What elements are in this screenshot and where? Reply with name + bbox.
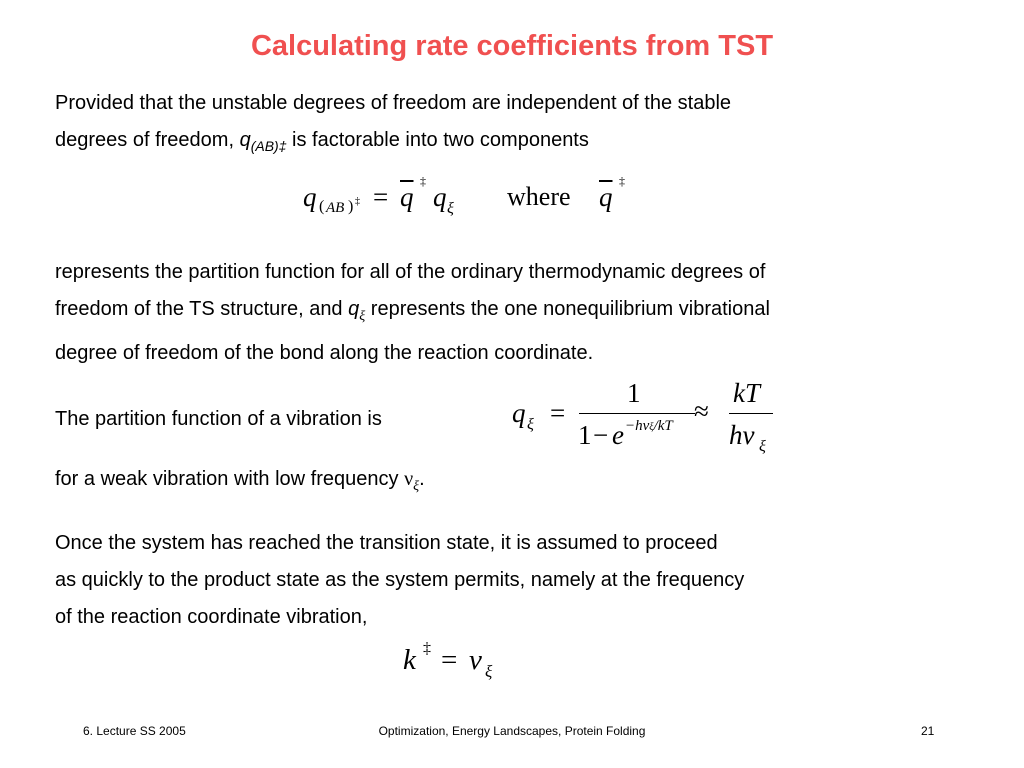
eq2-exponent-hv: −hν xyxy=(625,418,650,434)
paragraph-partition-line-2-pre: freedom of the TS structure, and xyxy=(55,298,349,320)
slide-title: Calculating rate coefficients from TST xyxy=(250,30,774,62)
eq1-subscript-ab: AB xyxy=(326,200,345,216)
eq2-exponent-xi: ξ xyxy=(649,422,654,433)
eq1-paren-close: ) xyxy=(348,198,354,215)
eq3-nu: ν xyxy=(469,644,482,676)
eq1-equals: = xyxy=(373,182,389,212)
paragraph-intro-line-2-pre: degrees of freedom, xyxy=(55,129,240,151)
eq2-xi-2: ξ xyxy=(759,438,766,455)
paragraph-low-frequency-period: . xyxy=(419,468,425,490)
q-subscript-ab: (AB)‡ xyxy=(250,138,287,154)
paragraph-low-frequency xyxy=(55,461,425,505)
paragraph-transition-state-line-2: as quickly to the product state as the system permits, namely at the frequency xyxy=(55,569,745,591)
equation-factorization xyxy=(303,172,633,232)
footer-lecture: 6. Lecture SS 2005 xyxy=(83,724,186,738)
eq2-exponent xyxy=(625,418,673,435)
eq1-q-xi: q xyxy=(433,182,447,212)
eq2-fraction-bar xyxy=(579,413,695,414)
paragraph-transition-state xyxy=(55,525,744,636)
paragraph-intro-line-2 xyxy=(55,122,731,165)
eq1-xi: ξ xyxy=(447,200,454,217)
eq1-dagger: ‡ xyxy=(420,174,426,188)
eq2-numerator: 1 xyxy=(627,378,641,408)
eq1-paren-open: ( xyxy=(319,198,325,215)
paragraph-intro-line-1: Provided that the unstable degrees of freedom are independent of the stable xyxy=(55,92,732,114)
eq2-one: 1 xyxy=(578,420,592,450)
eq1-qbar-2: $\overline{q}$ xyxy=(599,182,613,212)
eq2-fraction-bar-2 xyxy=(729,413,773,414)
paragraph-partition-line-1: represents the partition function for all of the ordinary thermodynamic degrees of xyxy=(55,261,766,283)
eq1-dagger-sub: ‡ xyxy=(355,196,360,207)
paragraph-intro xyxy=(55,85,731,165)
eq2-exponent-kt: /kT xyxy=(653,418,673,434)
eq2-e: e xyxy=(612,420,624,450)
eq3-k: k xyxy=(403,644,416,676)
eq3-equals: = xyxy=(441,644,458,676)
q-xi-symbol: q xyxy=(348,298,360,320)
paragraph-partition xyxy=(55,254,770,372)
paragraph-low-frequency-text: for a weak vibration with low frequency xyxy=(55,468,405,490)
eq3-dagger: ‡ xyxy=(423,640,431,657)
eq1-dagger-2: ‡ xyxy=(619,174,625,188)
eq2-q: q xyxy=(512,398,526,428)
paragraph-partition-line-2-post: represents the one nonequilibrium vibrational xyxy=(365,298,770,320)
nu-symbol: ν xyxy=(404,468,414,490)
q-symbol: q xyxy=(239,129,251,151)
q-xi-subscript: ξ xyxy=(359,309,366,324)
eq1-q: q xyxy=(303,182,317,212)
eq2-xi: ξ xyxy=(527,416,534,433)
paragraph-intro-line-2-post: is factorable into two components xyxy=(286,129,589,151)
nu-subscript-xi: ξ xyxy=(413,479,420,494)
eq1-where: where xyxy=(507,182,571,211)
eq3-xi: ξ xyxy=(485,662,493,681)
footer-course-title: Optimization, Energy Landscapes, Protein Folding xyxy=(378,724,646,738)
eq2-kt: kT xyxy=(733,378,760,408)
eq2-equals: = xyxy=(550,398,566,428)
paragraph-transition-state-line-1: Once the system has reached the transition state, it is assumed to proceed xyxy=(55,532,718,554)
eq1-qbar: $\overline{q}$ xyxy=(400,182,414,212)
paragraph-partition-line-2 xyxy=(55,291,770,335)
equation-vibration-partition xyxy=(512,378,782,458)
paragraph-vibration: The partition function of a vibration is xyxy=(55,408,382,430)
eq2-approx: ≈ xyxy=(694,396,709,426)
equation-rate-coefficient xyxy=(403,640,513,690)
paragraph-partition-line-3: degree of freedom of the bond along the reaction coordinate. xyxy=(55,342,594,364)
eq2-minus: − xyxy=(593,420,609,450)
eq2-hv: hν xyxy=(729,420,755,450)
paragraph-transition-state-line-3: of the reaction coordinate vibration, xyxy=(55,606,368,628)
footer-page-number: 21 xyxy=(921,724,935,738)
